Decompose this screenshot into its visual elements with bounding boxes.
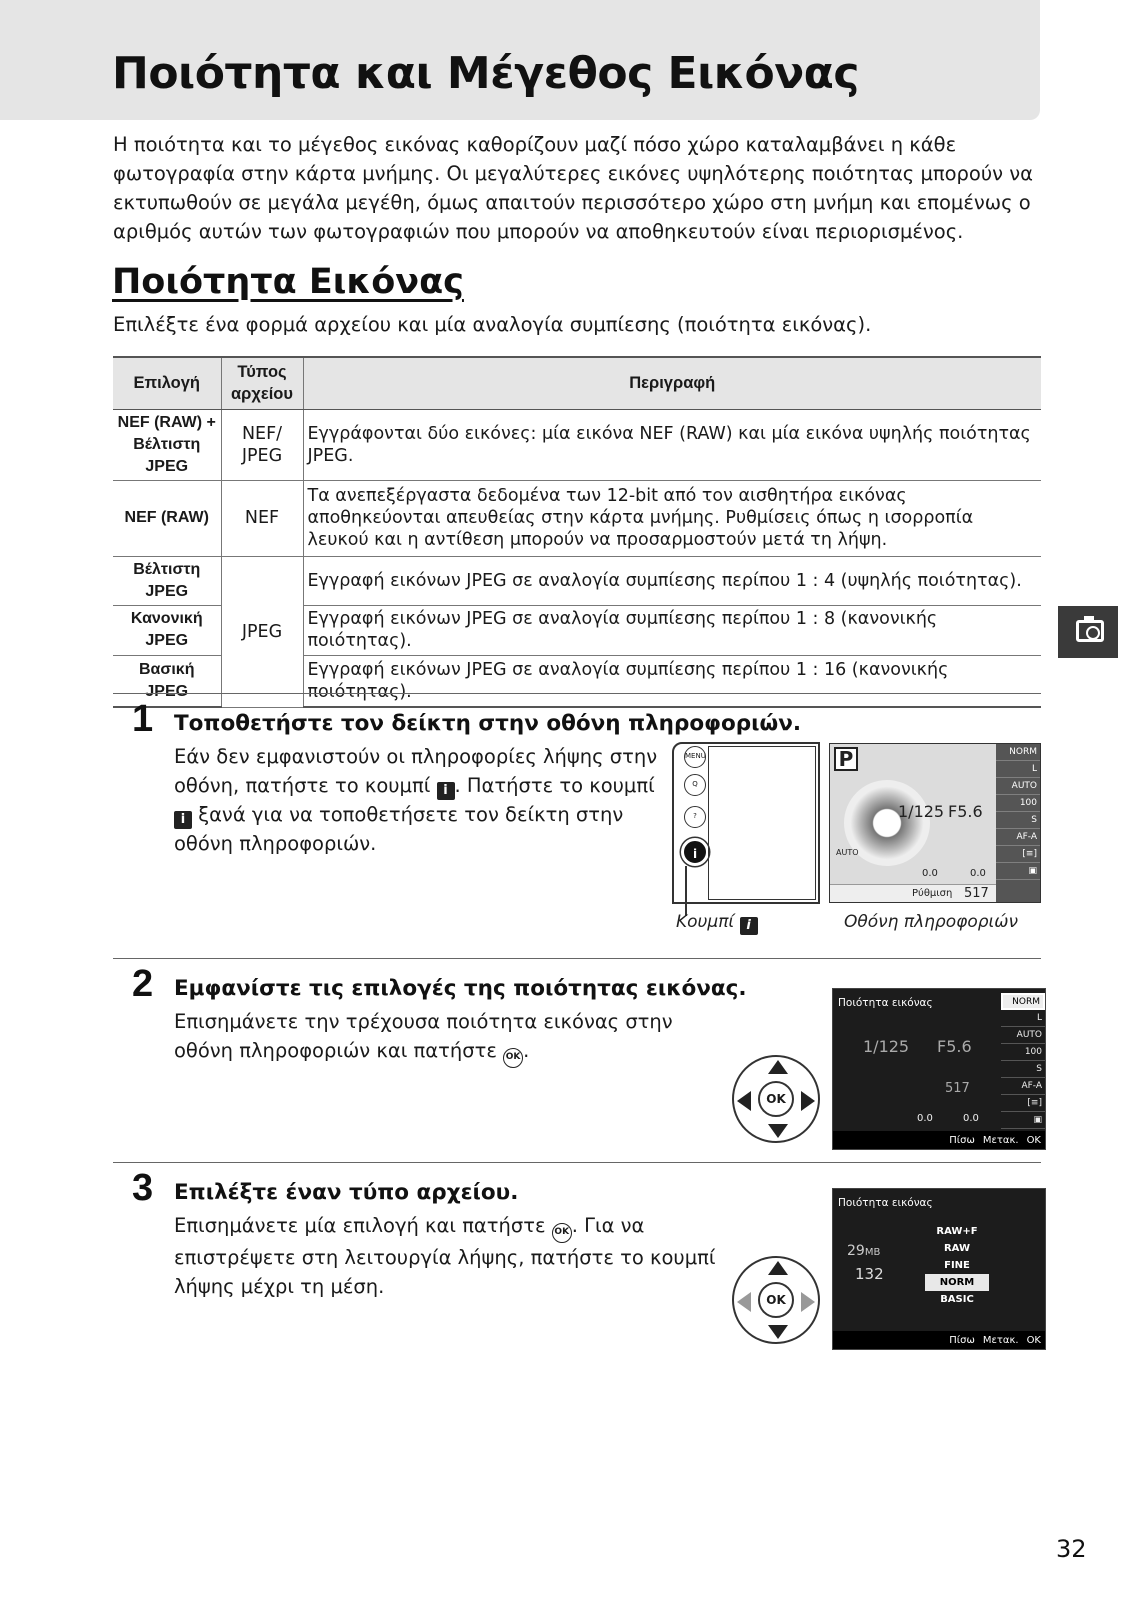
shots-remaining: 517 <box>964 886 989 901</box>
table-row <box>113 480 1041 556</box>
ok-button-icon: OK <box>758 1282 794 1318</box>
option-raw[interactable]: RAW <box>943 1243 971 1254</box>
option-raw-fine[interactable]: RAW+F <box>936 1226 978 1237</box>
table-header: Τύπος αρχείου <box>221 357 303 409</box>
step-divider <box>113 693 1041 694</box>
desc-cell: Εγγραφή εικόνων JPEG σε αναλογία συμπίεσης περίπου 1 : 16 (κανονικής ποιότητας). <box>303 655 1041 707</box>
caption-info-display: Οθόνη πληροφοριών <box>844 912 1019 932</box>
multi-selector-icon <box>732 1055 820 1143</box>
move-hint: Μετακ. <box>982 1134 1019 1146</box>
ev-value: 0.0 <box>970 868 986 879</box>
type-cell: NEF/ JPEG <box>221 409 303 480</box>
option-fine[interactable]: FINE <box>944 1260 970 1271</box>
info-button-icon: i <box>740 917 758 935</box>
screen-title: Ποιότητα εικόνας <box>838 1197 933 1209</box>
release-mode-indicator: S <box>1001 1061 1045 1078</box>
size-indicator: L <box>1001 1010 1045 1027</box>
ok-button-icon: OK <box>503 1048 523 1068</box>
back-hint: Πίσω <box>949 1134 975 1146</box>
step-text: Εάν δεν εμφανιστούν οι πληροφορίες λήψης στην οθόνη, πατήστε το κουμπί <box>174 745 658 797</box>
ok-button-icon: OK <box>552 1223 572 1243</box>
screen-bottom-bar <box>833 1131 1045 1149</box>
desc-cell: Εγγραφή εικόνων JPEG σε αναλογία συμπίεσης περίπου 1 : 4 (υψηλής ποιότητας). <box>303 556 1041 605</box>
info-button-icon: i <box>681 838 709 866</box>
ev-value: 0.0 <box>922 868 938 879</box>
metering-indicator: ▣ <box>996 863 1040 880</box>
aperture-value: F5.6 <box>948 802 983 821</box>
option-cell: Βασική JPEG <box>113 655 221 707</box>
table-header: Περιγραφή <box>303 357 1041 409</box>
type-cell: NEF <box>221 480 303 556</box>
file-size: 29MB <box>847 1243 881 1259</box>
ok-button-icon: OK <box>758 1081 794 1117</box>
info-display-screen <box>829 743 1041 903</box>
desc-cell: Τα ανεπεξέργαστα δεδομένα των 12-bit από τον αισθητήρα εικόνας αποθηκεύονται απευθείας στην κάρτα μνήμης. Ρυθμίσεις όπως η ισορροπία λευκού και η αντίθεση μπορούν να προσαρμοστούν μετά τη λήψη. <box>303 480 1041 556</box>
section-subtitle: Επιλέξτε ένα φορμά αρχείου και μία αναλογία συμπίεσης (ποιότητα εικόνας). <box>113 313 872 336</box>
step-text: Επισημάνετε την τρέχουσα ποιότητα εικόνας στην οθόνη πληροφοριών και πατήστε <box>174 1010 673 1062</box>
step-text: Επισημάνετε μία επιλογή και πατήστε <box>174 1214 546 1237</box>
step-text: ξανά για να τοποθετήσετε τον δείκτη στην οθόνη πληροφοριών. <box>174 803 624 855</box>
file-type-menu-screen <box>832 1188 1046 1350</box>
info-button-icon: i <box>174 811 192 829</box>
setting-label: Ρύθμιση <box>912 888 953 899</box>
option-cell: Κανονική JPEG <box>113 605 221 655</box>
step-heading: Επιλέξτε έναν τύπο αρχείου. <box>174 1180 519 1205</box>
step-body <box>174 1211 724 1301</box>
ok-hint: OK <box>1026 1134 1041 1146</box>
option-cell: NEF (RAW) <box>113 480 221 556</box>
af-mode-indicator: AF-A <box>996 829 1040 846</box>
info-button-icon: i <box>437 782 455 800</box>
af-area-indicator: [≡] <box>996 846 1040 863</box>
step-text: . Για να επιστρέψετε στη λειτουργία λήψης, πατήστε το κουμπί λήψης μέχρι τη μέση. <box>174 1214 716 1298</box>
option-norm[interactable]: NORM <box>925 1274 989 1291</box>
table-header: Επιλογή <box>113 357 221 409</box>
step-text: . Πατήστε το κουμπί <box>454 774 655 797</box>
shutter-speed: 1/125 <box>863 1037 910 1056</box>
option-basic[interactable]: BASIC <box>940 1294 974 1305</box>
iso-indicator: 100 <box>996 795 1040 812</box>
back-hint: Πίσω <box>949 1334 975 1346</box>
desc-cell: Εγγράφονται δύο εικόνες: μία εικόνα NEF (RAW) και μία εικόνα υψηλής ποιότητας JPEG. <box>303 409 1041 480</box>
ev-value: 0.0 <box>917 1113 933 1124</box>
intro-paragraph: Η ποιότητα και το μέγεθος εικόνας καθορίζουν μαζί πόσο χώρο καταλαμβάνει η κάθε φωτογραφία στην κάρτα μνήμης. Οι μεγαλύτερες εικόνες υψηλότερης ποιότητας μπορούν να εκτυπωθούν σε μεγάλα μεγέθη, όμως απαιτούν περισσότερο χώρο στη μνήμη και επομένως ο αριθμός αυτών των φωτογραφιών που μπορούν να αποθηκευτούν είναι περιορισμένος. <box>113 133 1033 243</box>
af-area-indicator: [≡] <box>1001 1095 1045 1112</box>
option-cell: Βέλτιστη JPEG <box>113 556 221 605</box>
af-mode-indicator: AF-A <box>1001 1078 1045 1095</box>
table-row <box>113 556 1041 605</box>
step-number: 1 <box>132 698 154 740</box>
wb-indicator: AUTO <box>996 778 1040 795</box>
option-cell: NEF (RAW) + Βέλτιστη JPEG <box>113 409 221 480</box>
aperture-value: F5.6 <box>937 1037 972 1056</box>
info-display-bottom <box>830 884 998 902</box>
shots-remaining: 517 <box>945 1081 970 1096</box>
step-text: . <box>523 1039 530 1062</box>
table-row <box>113 409 1041 480</box>
wb-indicator: AUTO <box>1001 1027 1045 1044</box>
quality-info-screen <box>832 988 1046 1150</box>
help-button-icon: ? <box>684 806 706 828</box>
step-divider <box>113 1162 1041 1163</box>
desc-cell: Εγγραφή εικόνων JPEG σε αναλογία συμπίεσης περίπου 1 : 8 (κανονικής ποιότητας). <box>303 605 1041 655</box>
camera-tab-icon <box>1058 606 1118 658</box>
section-title: Ποιότητα Εικόνας <box>112 262 464 302</box>
mode-indicator: P <box>834 747 858 771</box>
step-heading: Εμφανίστε τις επιλογές της ποιότητας εικόνας. <box>174 976 747 1001</box>
shutter-speed: 1/125 <box>898 802 945 821</box>
iso-indicator: 100 <box>1001 1044 1045 1061</box>
step-heading: Τοποθετήστε τον δείκτη στην οθόνη πληροφοριών. <box>174 711 802 736</box>
quality-table <box>113 356 1041 708</box>
callout-line <box>685 866 687 916</box>
auto-label: AUTO <box>836 848 859 857</box>
menu-button-icon: MENU <box>684 746 706 768</box>
move-hint: Μετακ. <box>982 1334 1019 1346</box>
metering-indicator: ▣ <box>1001 1112 1045 1129</box>
step-body <box>174 742 664 858</box>
camera-back-illustration <box>672 742 820 904</box>
table-header-row <box>113 357 1041 409</box>
step-number: 3 <box>132 1167 154 1209</box>
camera-screen <box>708 746 816 900</box>
screen-title: Ποιότητα εικόνας <box>838 997 933 1009</box>
step-body <box>174 1007 694 1068</box>
ok-hint: OK <box>1026 1334 1041 1346</box>
multi-selector-icon <box>732 1256 820 1344</box>
step-number: 2 <box>132 963 154 1005</box>
quality-indicator: NORM <box>996 744 1040 761</box>
page-number: 32 <box>1056 1535 1087 1563</box>
zoom-button-icon: Q <box>684 774 706 796</box>
ev-value: 0.0 <box>963 1113 979 1124</box>
screen-bottom-bar <box>833 1331 1045 1349</box>
page-title: Ποιότητα και Μέγεθος Εικόνας <box>112 48 859 99</box>
shots-remaining: 132 <box>855 1265 884 1283</box>
size-indicator: L <box>996 761 1040 778</box>
file-type-options[interactable] <box>925 1223 989 1308</box>
quality-indicator: NORM <box>1001 993 1045 1010</box>
caption-info-button: Κουμπί i <box>676 912 758 935</box>
step-divider <box>113 958 1041 959</box>
release-mode-indicator: S <box>996 812 1040 829</box>
quality-right-column <box>1001 993 1045 1129</box>
type-cell: JPEG <box>221 556 303 707</box>
info-display-right-column <box>996 744 1040 902</box>
